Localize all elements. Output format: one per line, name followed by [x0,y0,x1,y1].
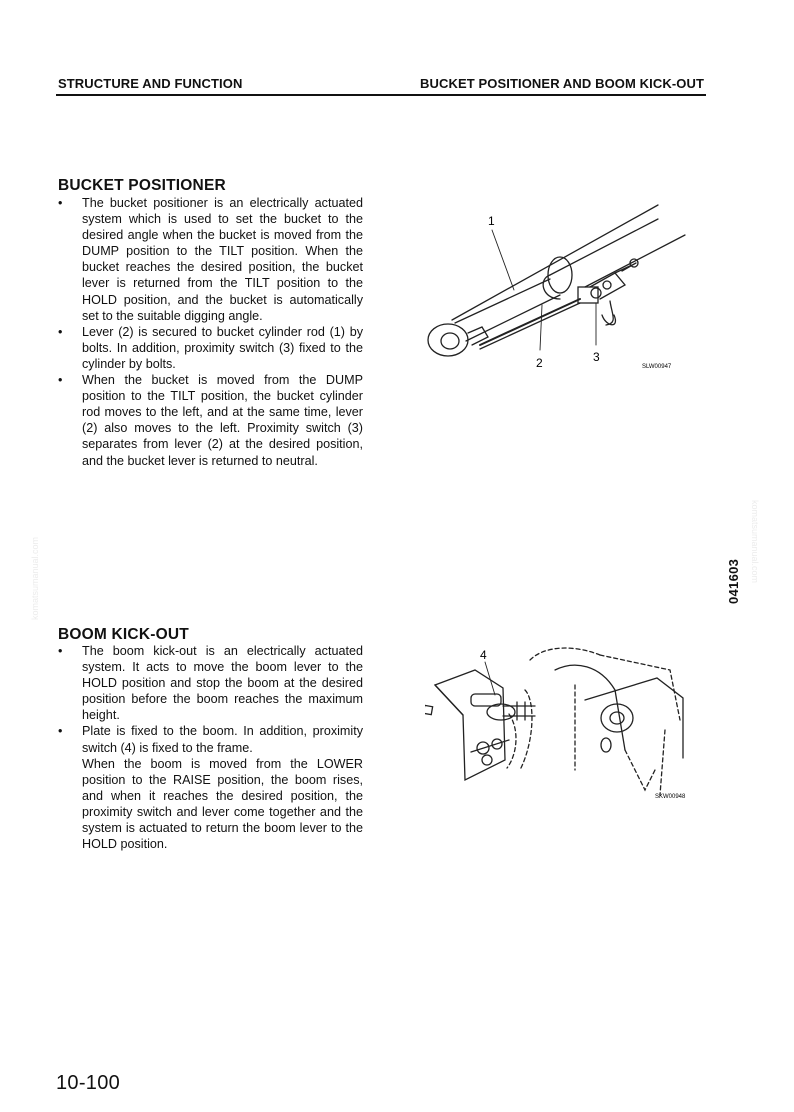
header-section-title: STRUCTURE AND FUNCTION [58,76,243,91]
boom-kickout-list [58,643,363,852]
callout-4: 4 [480,648,487,662]
side-document-code: 041603 [726,558,741,604]
boom-kickout-bullet-2: • Plate is fixed to the boom. In addition, proximity switch (4) is fixed to the frame. [58,723,363,755]
boom-figure-code: SKW00948 [655,794,686,800]
page-number: 10-100 [56,1072,121,1094]
boom-kickout-title: BOOM KICK-OUT [58,626,189,643]
bucket-positioner-diagram [410,195,710,385]
watermark-right: komatsumanual.com [750,500,760,584]
boom-kickout-diagram [425,640,715,810]
header-divider [56,94,706,96]
callout-1: 1 [488,214,495,228]
boom-kickout-bullet-1: • The boom kick-out is an electrically actuated system. It acts to move the boom lever to the HOLD position and stop the boom at the desired position before the boom reaches the maximum height. [58,643,363,723]
bucket-positioner-bullet-1: • The bucket positioner is an electrically actuated system which is used to set the bucket to the desired angle when the bucket is moved from the DUMP position to the TILT position. When the bucket reaches the desired position, the bucket lever is returned from the TILT position to the HOLD position, and the bucket is automatically set to the suitable digging angle. [58,195,363,324]
header-topic-title: BUCKET POSITIONER AND BOOM KICK-OUT [420,76,704,91]
bucket-positioner-list [58,195,363,469]
callout-2: 2 [536,356,543,370]
boom-kickout-paragraph-3: When the boom is moved from the LOWER position to the RAISE position, the boom rises, and when it reaches the desired position, the proximity switch and lever come together and the system is actuated to return the boom lever to the HOLD position. [82,756,363,852]
bucket-positioner-title: BUCKET POSITIONER [58,177,226,194]
watermark-left: komatsumanual.com [30,536,40,620]
callout-3: 3 [593,350,600,364]
bucket-figure-code: SLW00947 [642,364,672,370]
bucket-positioner-bullet-2: • Lever (2) is secured to bucket cylinder rod (1) by bolts. In addition, proximity switch (3) fixed to the cylinder by bolts. [58,324,363,372]
bucket-positioner-bullet-3: • When the bucket is moved from the DUMP position to the TILT position, the bucket cylinder rod moves to the left, and at the same time, lever (2) also moves to the left. Proximity switch (3) separates from lever (2) at the desired position, and the bucket lever is returned to neutral. [58,372,363,469]
